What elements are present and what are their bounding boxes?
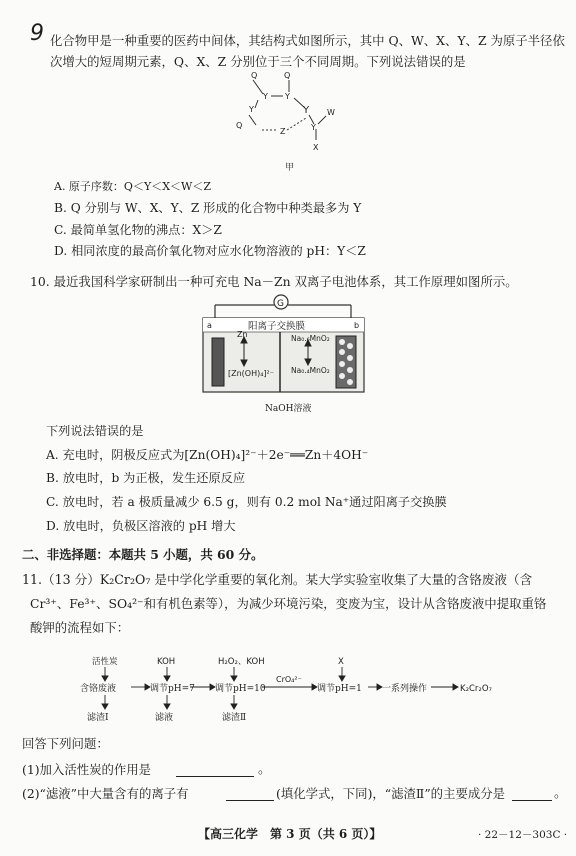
- atom-q-top2: Q: [284, 71, 291, 80]
- section-2-heading: 二、非选择题：本题共 5 小题，共 60 分。: [22, 547, 264, 562]
- membrane-label: 阳离子交换膜: [248, 321, 306, 332]
- q11-sub1-end: 。: [258, 762, 272, 777]
- answer-blank-2[interactable]: [226, 800, 274, 801]
- electrode-b-label: b: [354, 321, 360, 330]
- question-9-number: 9: [30, 21, 44, 46]
- electrolyte-label: NaOH溶液: [265, 404, 312, 414]
- atom-z: Z: [280, 127, 286, 136]
- q9-option-b: B. Q 分别与 W、X、Y、Z 形成的化合物中种类最多为 Y: [54, 201, 362, 215]
- reagent-activated-carbon: 活性炭: [92, 657, 118, 667]
- q10-option-a: A. 充电时，阴极反应式为[Zn(OH)₄]²⁻＋2e⁻══Zn＋4OH⁻: [46, 448, 369, 462]
- atom-x: X: [313, 143, 319, 152]
- q11-sub2-end: 。: [554, 786, 568, 801]
- q10-option-b: B. 放电时，b 为正极，发生还原反应: [46, 471, 246, 485]
- step-series-ops: 一系列操作: [382, 684, 428, 694]
- atom-y-left: Y: [263, 92, 268, 101]
- q10-stem: 10. 最近我国科学家研制出一种可充电 Na－Zn 双离子电池体系，其工作原理如图所示。: [30, 274, 518, 289]
- atom-y-ring: Y: [249, 105, 254, 114]
- reagent-cro4: CrO₄²⁻: [276, 675, 302, 684]
- step-ph7: 调节pH=7: [150, 684, 195, 694]
- q11-sub1: (1)加入活性炭的作用是: [22, 762, 152, 777]
- step-ph1: 调节pH=1: [317, 684, 362, 694]
- q9-stem-line1: 化合物甲是一种重要的医药中间体，其结构式如图所示，其中 Q、W、X、Y、Z 为原子半径依: [50, 33, 565, 48]
- q9-option-c: C. 最简单氢化物的沸点：X＞Z: [54, 223, 222, 237]
- step-ph10: 调节pH=10: [215, 684, 266, 694]
- q11-line2: Cr³⁺、Fe³⁺、SO₄²⁻和有机色素等），为减少环境污染，变废为宝，设计从含铬废液中提取重铬: [30, 596, 547, 611]
- electrode-a-label: a: [207, 321, 212, 330]
- q10-option-d: D. 放电时，负极区溶液的 pH 增大: [46, 519, 236, 533]
- mno2-bottom-label: Na₀.₄MnO₂: [291, 366, 330, 375]
- waste-residue-1: 滤渣Ⅰ: [87, 713, 109, 723]
- q11-line3: 酸钾的流程如下：: [30, 620, 130, 635]
- waste-residue-2: 滤渣Ⅱ: [222, 713, 247, 723]
- product: K₂Cr₂O₇: [460, 684, 492, 694]
- zn-label: Zn: [237, 330, 248, 339]
- q9-stem-line2: 次增大的短周期元素，Q、X、Z 分别位于三个不同周期。下列说法错误的是: [50, 54, 466, 69]
- meter-label: G: [277, 299, 284, 309]
- reagent-h2o2-koh: H₂O₂、KOH: [218, 657, 265, 667]
- q9-option-a: A. 原子序数：Q＜Y＜X＜W＜Z: [54, 180, 211, 193]
- footer-page: 【高三化学 第 3 页（共 6 页）】: [198, 827, 382, 841]
- q10-option-c: C. 放电时，若 a 极质量减少 6.5 g，则有 0.2 mol Na⁺通过阳离子交换膜: [46, 495, 447, 509]
- answer-blank-1[interactable]: [176, 776, 254, 777]
- zincate-label: [Zn(OH)₄]²⁻: [228, 369, 274, 378]
- q11-answer-prompt: 回答下列问题：: [22, 736, 109, 751]
- waste-filtrate: 滤液: [155, 713, 174, 723]
- atom-y-mid: Y: [285, 92, 290, 101]
- structure-caption: 甲: [285, 163, 295, 173]
- atom-w: W: [327, 108, 335, 117]
- q11-sub2b: (填化学式，下同)，“滤渣Ⅱ”的主要成分是: [276, 786, 506, 801]
- answer-blank-3[interactable]: [512, 800, 552, 801]
- mno2-top-label: Na₀.₆MnO₂: [291, 334, 330, 343]
- q11-sub2a: (2)“滤液”中大量含有的离子有: [22, 786, 189, 801]
- atom-q-top: Q: [251, 71, 258, 80]
- q11-line1: 11.（13 分）K₂Cr₂O₇ 是中学化学重要的氧化剂。某大学实验室收集了大量的含铬废液（含: [22, 572, 533, 587]
- atom-c-right: Y: [303, 105, 310, 116]
- start-material: 含铬废液: [80, 684, 117, 694]
- atom-y-right: Y: [311, 123, 316, 132]
- atom-q-left: Q: [236, 121, 243, 130]
- reagent-x: X: [338, 657, 344, 667]
- q10-prompt: 下列说法错误的是: [46, 424, 144, 438]
- footer-code: · 22－12－303C ·: [478, 829, 568, 841]
- q9-option-d: D. 相同浓度的最高价氧化物对应水化物溶液的 pH：Y＜Z: [54, 244, 366, 258]
- reagent-koh: KOH: [157, 657, 176, 667]
